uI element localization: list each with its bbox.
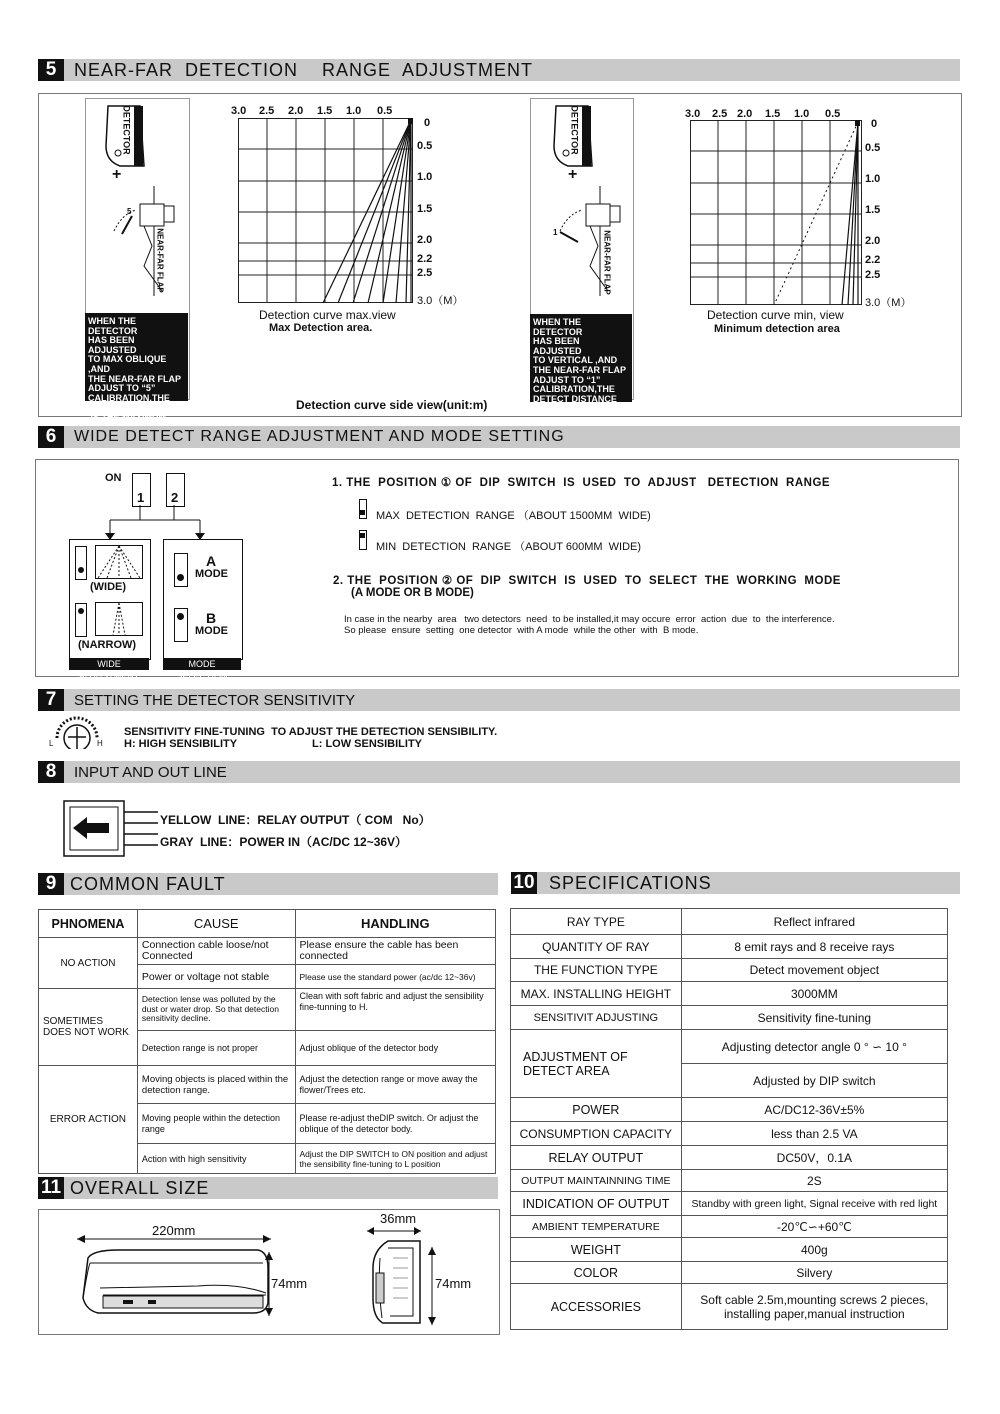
section-number: 7 — [38, 689, 64, 711]
spec-value: 8 emit rays and 8 receive rays — [681, 935, 947, 959]
spec-label: COLOR — [511, 1262, 682, 1284]
wide-label: (WIDE) — [90, 581, 127, 593]
cause-cell: Moving people within the detection range — [137, 1104, 295, 1144]
spec-value: DC50V，0.1A — [681, 1146, 947, 1170]
x-tick: 1.5 — [317, 105, 333, 117]
mode-a-letter: A — [206, 553, 217, 569]
plus-sign: + — [568, 166, 578, 183]
phenomenon-cell: ERROR ACTION — [39, 1066, 138, 1174]
width-label: 220mm — [152, 1223, 196, 1238]
dimension-line-depth — [365, 1225, 425, 1237]
y-tick: 0.5 — [865, 142, 881, 154]
spec-value: Detect movement object — [681, 959, 947, 982]
spec-label: MAX. INSTALLING HEIGHT — [511, 982, 682, 1006]
section-10-header — [511, 872, 960, 894]
height-label: 74mm — [435, 1276, 472, 1291]
spec-label: AMBIENT TEMPERATURE — [511, 1216, 682, 1238]
spec-value: Soft cable 2.5m,mounting screws 2 pieces, installing paper,manual instruction — [681, 1284, 947, 1330]
right-caption-bold: Minimum detection area — [714, 323, 840, 335]
y-tick: 2.5 — [865, 269, 881, 281]
max-range-text: MAX DETECTION RANGE （ABOUT 1500MM WIDE) — [376, 510, 651, 522]
dip-dot — [177, 574, 184, 581]
spec-label: ACCESSORIES — [511, 1284, 682, 1330]
spec-value: Silvery — [681, 1262, 947, 1284]
dip-dot — [360, 510, 365, 515]
section-title: NEAR-FAR DETECTION RANGE ADJUSTMENT — [74, 59, 534, 80]
section-title: SETTING THE DETECTOR SENSITIVITY — [74, 691, 356, 709]
dip-dot — [78, 608, 84, 614]
cause-cell: Detection lense was polluted by the dust or water drop. So that detection sensitivity decline. — [137, 989, 295, 1031]
spec-value: Reflect infrared — [681, 909, 947, 935]
handling-cell: Adjust the DIP SWITCH to ON position and adjust the sensibility fine-tuning to L position — [295, 1144, 495, 1174]
side-view-drawing — [368, 1238, 428, 1328]
spec-value: Adjusted by DIP switch — [681, 1064, 947, 1098]
sensitivity-low-label: L — [49, 739, 54, 748]
spec-label: POWER — [511, 1098, 682, 1122]
gray-line-text: GRAY LINE：POWER IN（AC/DC 12~36V） — [160, 835, 408, 849]
handling-cell: Please use the standard power (ac/dc 12~36v) — [295, 965, 495, 989]
min-note: WHEN THE DETECTOR HAS BEEN ADJUSTED TO VERTICAL ,AND THE NEAR-FAR FLAP ADJUST TO “1” CALIBRATION,THE DETECT DISTANCE IS THE MINIMUM — [530, 314, 632, 402]
sensitivity-low-text: L: LOW SENSIBILITY — [312, 738, 422, 750]
x-tick: 0.5 — [825, 108, 841, 120]
scale-mark-5: 5 — [127, 207, 132, 216]
section-title: SPECIFICATIONS — [549, 872, 712, 893]
table-header: CAUSE — [137, 910, 295, 938]
x-tick: 3.0 — [685, 108, 701, 120]
section-title: INPUT AND OUT LINE — [74, 763, 227, 781]
section-title: WIDE DETECT RANGE ADJUSTMENT AND MODE SETTING — [74, 428, 565, 445]
spec-label: SENSITIVIT ADJUSTING — [511, 1006, 682, 1030]
spec-label: WEIGHT — [511, 1238, 682, 1262]
connector-arrow-icon — [63, 800, 163, 858]
x-tick: 3.0 — [231, 105, 247, 117]
max-note: WHEN THE DETECTOR HAS BEEN ADJUSTED TO MAX OBLIQUE ,AND THE NEAR-FAR FLAP ADJUST TO “5” CALIBRATION,THE DETECT DISTANCE IS THE MAXIMUM.. — [85, 313, 188, 401]
sensitivity-high-text: H: HIGH SENSIBILITY — [124, 738, 238, 750]
flap-label: NEAR-FAR FLAP — [155, 228, 165, 293]
cause-cell: Detection range is not proper — [137, 1031, 295, 1066]
spec-value: 3000MM — [681, 982, 947, 1006]
flap-label: NEAR-FAR FLAP — [602, 230, 612, 295]
spec-label: OUTPUT MAINTAINNING TIME — [511, 1170, 682, 1192]
section-7-header — [38, 689, 960, 711]
mode-choice-text: (A MODE OR B MODE) — [351, 587, 474, 599]
dip-switch-1 — [132, 473, 151, 507]
x-tick: 2.0 — [288, 105, 304, 117]
spec-label: QUANTITY OF RAY — [511, 935, 682, 959]
y-tick: 1.5 — [865, 204, 881, 216]
sensitivity-line-1: SENSITIVITY FINE-TUNING TO ADJUST THE DETECTION SENSIBILITY. — [124, 726, 498, 738]
cause-cell: Moving objects is placed within the detection range. — [137, 1066, 295, 1104]
left-caption: Detection curve max.view — [259, 308, 396, 322]
section-number: 5 — [38, 59, 64, 81]
section-number: 10 — [511, 872, 537, 894]
spec-label: CONSUMPTION CAPACITY — [511, 1122, 682, 1146]
spec-value: Adjusting detector angle 0 ° ∽ 10 ° — [681, 1030, 947, 1064]
handling-cell: Adjust the detection range or move away the flower/Trees etc. — [295, 1066, 495, 1104]
handling-cell: Please ensure the cable has been connected — [295, 938, 495, 965]
mode-b-word: MODE — [195, 625, 228, 637]
y-tick: 0 — [424, 117, 431, 129]
y-tick: 2.0 — [865, 235, 881, 247]
table-header: PHNOMENA — [39, 910, 138, 938]
min-range-text: MIN DETECTION RANGE （ABOUT 600MM WIDE) — [376, 541, 642, 553]
spec-value: AC/DC12-36V±5% — [681, 1098, 947, 1122]
section-8-header — [38, 761, 960, 783]
y-tick: 3.0（M） — [417, 295, 464, 307]
dip-indicator-mode-b — [174, 608, 188, 642]
spec-value: -20℃∽+60℃ — [681, 1216, 947, 1238]
y-tick: 1.5 — [417, 203, 433, 215]
spec-label: RELAY OUTPUT — [511, 1146, 682, 1170]
phenomenon-cell: SOMETIMES DOES NOT WORK — [39, 989, 138, 1066]
section-11-header — [38, 1177, 498, 1199]
near-far-flap-icon — [548, 186, 628, 301]
cause-cell: Connection cable loose/not Connected — [137, 938, 295, 965]
dip-switch-number: 1 — [137, 490, 145, 505]
y-tick: 3.0（M） — [865, 297, 912, 309]
spec-label: RAY TYPE — [511, 909, 682, 935]
phenomenon-cell: NO ACTION — [39, 938, 138, 989]
dip-indicator-wide — [75, 546, 87, 580]
right-caption: Detection curve min, view — [707, 308, 844, 322]
max-detection-graph — [238, 118, 418, 308]
dip-dot — [78, 567, 84, 573]
section-6-header — [38, 426, 960, 448]
depth-label: 36mm — [380, 1211, 417, 1226]
detector-label: DETECTOR — [569, 105, 580, 155]
sensitivity-dial-icon — [52, 713, 102, 749]
x-tick: 2.0 — [737, 108, 753, 120]
table-header: HANDLING — [295, 910, 495, 938]
spec-label: THE FUNCTION TYPE — [511, 959, 682, 982]
mode-a-word: MODE — [195, 568, 228, 580]
y-tick: 2.5 — [417, 267, 433, 279]
common-fault-table — [38, 909, 496, 1174]
x-tick: 1.0 — [794, 108, 810, 120]
dip-max-indicator — [359, 499, 367, 519]
cause-cell: Power or voltage not stable — [137, 965, 295, 989]
section-number: 11 — [38, 1177, 64, 1199]
wide-beam-icon — [95, 545, 143, 579]
section-number: 8 — [38, 761, 64, 783]
spec-label: INDICATION OF OUTPUT — [511, 1192, 682, 1216]
mode-selection-caption: MODE SELECTION — [163, 658, 241, 670]
narrow-label: (NARROW) — [78, 639, 137, 651]
dip-dot — [360, 533, 365, 538]
dip-dot — [177, 613, 184, 620]
dip-indicator-narrow — [75, 603, 87, 637]
y-tick: 0.5 — [417, 140, 433, 152]
section-title: OVERALL SIZE — [70, 1177, 210, 1198]
yellow-line-text: YELLOW LINE：RELAY OUTPUT（ COM No） — [160, 813, 431, 827]
dip-switch-number: 2 — [171, 490, 179, 505]
y-tick: 1.0 — [417, 171, 433, 183]
cause-cell: Action with high sensitivity — [137, 1144, 295, 1174]
dip-position-1-text: 1. THE POSITION ① OF DIP SWITCH IS USED TO ADJUST DETECTION RANGE — [332, 477, 831, 489]
dip-indicator-mode-a — [174, 553, 188, 587]
x-tick: 2.5 — [712, 108, 728, 120]
spec-label: ADJUSTMENT OF DETECT AREA — [511, 1030, 682, 1098]
x-tick: 1.0 — [346, 105, 362, 117]
section-5-header — [38, 59, 960, 81]
dip-position-2-text: 2. THE POSITION ② OF DIP SWITCH IS USED TO SELECT THE WORKING MODE — [333, 575, 841, 587]
handling-cell: Clean with soft fabric and adjust the sensibility fine-tunning to H. — [295, 989, 495, 1031]
detector-label: DETECTOR — [121, 105, 132, 155]
specifications-table — [510, 908, 948, 1330]
section-number: 9 — [38, 873, 64, 895]
height-label: 74mm — [271, 1276, 308, 1291]
spec-value: Standby with green light, Signal receive with red light — [681, 1192, 947, 1216]
handling-cell: Adjust oblique of the detector body — [295, 1031, 495, 1066]
plus-sign: + — [112, 166, 122, 183]
spec-value: 400g — [681, 1238, 947, 1262]
on-label: ON — [105, 472, 122, 484]
y-tick: 2.2 — [417, 253, 433, 265]
x-tick: 0.5 — [377, 105, 393, 117]
y-tick: 2.0 — [417, 234, 433, 246]
scale-mark-1: 1 — [553, 228, 558, 237]
dip-min-indicator — [359, 530, 367, 550]
section-9-header — [38, 873, 498, 895]
spec-value: 2S — [681, 1170, 947, 1192]
near-far-flap-icon — [102, 186, 182, 301]
mode-b-letter: B — [206, 610, 217, 626]
handling-cell: Please re-adjust theDIP switch. Or adjust the oblique of the detector body. — [295, 1104, 495, 1144]
x-tick: 1.5 — [765, 108, 781, 120]
min-detection-graph — [690, 120, 870, 310]
section-title: COMMON FAULT — [70, 873, 226, 894]
sensitivity-high-label: H — [97, 739, 103, 748]
spec-value: less than 2.5 VA — [681, 1122, 947, 1146]
interference-note-2: So please ensure setting one detector with A mode while the other with B mode. — [344, 625, 699, 636]
narrow-beam-icon — [95, 602, 143, 636]
dip-switch-2 — [166, 473, 185, 507]
left-caption-bold: Max Detection area. — [269, 322, 373, 334]
section-number: 6 — [38, 426, 64, 448]
wide-adjustment-caption: WIDE ADJUSTMENT — [69, 658, 149, 670]
spec-value: Sensitivity fine-tuning — [681, 1006, 947, 1030]
y-tick: 2.2 — [865, 254, 881, 266]
interference-note-1: In case in the nearby area two detectors need to be installed,it may occure error action due to the interference. — [344, 614, 835, 625]
y-tick: 0 — [871, 118, 878, 130]
section-5-footer: Detection curve side view(unit:m) — [296, 398, 488, 412]
y-tick: 1.0 — [865, 173, 881, 185]
front-view-drawing — [78, 1248, 273, 1318]
x-tick: 2.5 — [259, 105, 275, 117]
